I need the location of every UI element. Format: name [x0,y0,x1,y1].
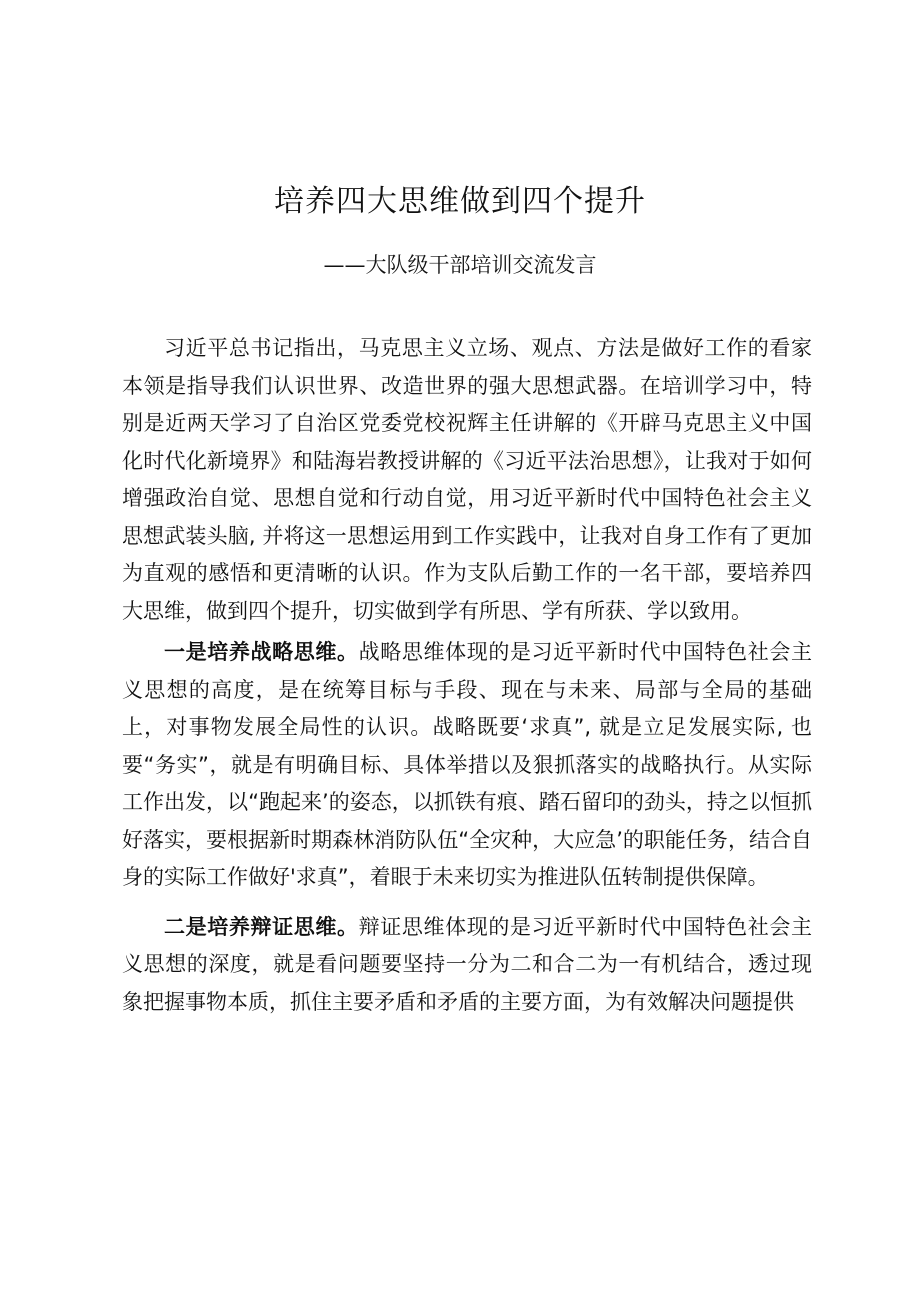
paragraph-dialectical-thinking [122,909,812,1022]
paragraph-lead: 一是培养战略思维。 [164,640,359,664]
paragraph-text: 辩证思维体现的是习近平新时代中国特色社会主义思想的深度，就是看问题要坚持一分为二和合二为一有机结合，透过现象把握事物本质，抓住主要矛盾和矛盾的主要方面，为有效解决问题提供 [122,914,813,1014]
document-subtitle: ——大队级干部培训交流发言 [323,253,597,277]
document-title: 培养四大思维做到四个提升 [274,184,646,219]
paragraph-text: 战略思维体现的是习近平新时代中国特色社会主义思想的高度，是在统筹目标与手段、现在与未来、局部与全局的基础上，对事物发展全局性的认识。战略既要‘求真”, 就是立足发展实际, 也要“务实”，就是有明确目标、具体举措以及狠抓落实的战略执行。从实际工作出发，以“跑起来’的姿态，以抓铁有痕、踏石留印的劲头，持之以恒抓好落实，要根据新时期森林消防队伍“全灾种，大应急’的职能任务，结合自身的实际工作做好'求真”，着眼于未来切实为推进队伍转制提供保障。 [122,640,813,889]
document-body [122,330,812,1021]
paragraph-lead: 二是培养辩证思维。 [164,914,359,939]
paragraph-text: 习近平总书记指出，马克思主义立场、观点、方法是做好工作的看家本领是指导我们认识世界、改造世界的强大思想武器。在培训学习中，特别是近两天学习了自治区党委党校祝辉主任讲解的《开辟马克思主义中国化时代化新境界》和陆海岩教授讲解的《习近平法治思想》，让我对于如何增强政治自觉、思想自觉和行动自觉，用习近平新时代中国特色社会主义思想武装头脑, 并将这一思想运用到工作实践中，让我对自身工作有了更加为直观的感悟和更清晰的认识。作为支队后勤工作的一名干部，要培养四大思维，做到四个提升，切实做到学有所思、学有所获、学以致用。 [122,336,812,623]
paragraph-intro [122,330,812,630]
paragraph-strategic-thinking [122,634,812,897]
